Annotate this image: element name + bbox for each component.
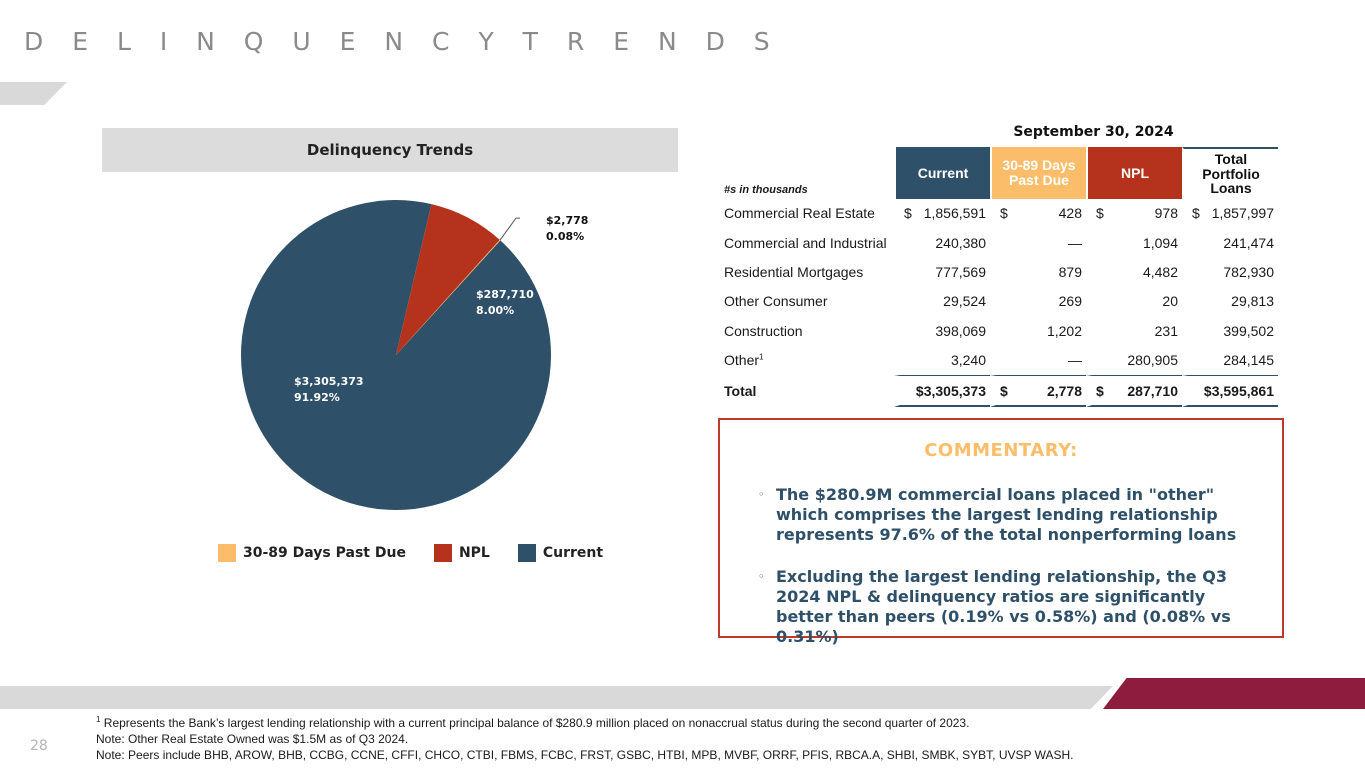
legend-label-npl: NPL: [458, 545, 490, 561]
col-header-total: Total Portfolio Loans: [1182, 147, 1278, 199]
footer-band: [0, 686, 1113, 709]
row-label-cell: [720, 346, 894, 375]
dollar-sign: $: [904, 205, 912, 222]
footnote-marker: 1: [759, 352, 764, 362]
cell-total: $3,595,861: [1203, 382, 1274, 399]
commentary-item: [758, 485, 1252, 545]
cell-past-due: 1,202: [1046, 322, 1082, 339]
table-row: [720, 317, 1278, 346]
bullet-icon: ◦: [758, 570, 765, 583]
cell-total: 399,502: [1223, 322, 1274, 339]
legend-item-current: [518, 544, 603, 562]
table-row: [720, 258, 1278, 287]
cell-past-due: 879: [1058, 263, 1082, 280]
table-header-row: [720, 147, 1278, 199]
legend-swatch-past-due: [218, 544, 236, 562]
cell-past-due: 2,778: [1046, 382, 1082, 399]
legend-label-current: Current: [542, 545, 604, 561]
dollar-sign: $: [1096, 205, 1104, 222]
dollar-sign: $: [1000, 205, 1008, 222]
dollar-sign: $: [1192, 205, 1200, 222]
row-label: Construction: [720, 317, 894, 346]
slide-title: D E L I N Q U E N C Y T R E N D S: [24, 27, 781, 56]
row-label: Total: [724, 383, 757, 400]
cell-current: 29,524: [943, 293, 986, 310]
footnote-marker: 1: [96, 715, 101, 724]
cell-npl: 287,710: [1127, 382, 1178, 399]
cell-past-due: —: [1068, 234, 1082, 251]
table-row: [720, 346, 1278, 375]
table-date: September 30, 2024: [1013, 124, 1174, 140]
col-header-current: Current: [894, 147, 990, 199]
delinquency-table: [720, 147, 1278, 407]
cell-npl: 20: [1162, 293, 1178, 310]
dollar-sign: $: [1000, 382, 1008, 399]
cell-npl: 4,482: [1142, 263, 1178, 280]
commentary-item: [758, 567, 1252, 647]
cell-total: 1,857,997: [1211, 205, 1274, 222]
cell-npl: 1,094: [1142, 234, 1178, 251]
data-label-current-value: $3,305,373: [294, 375, 364, 388]
cell-npl: 978: [1154, 205, 1178, 222]
chart-legend: [218, 544, 631, 562]
pie-chart: [220, 180, 620, 525]
cell-current: 3,240: [950, 352, 986, 369]
cell-past-due: —: [1068, 352, 1082, 369]
data-label-current-percent: 91.92%: [294, 391, 340, 404]
cell-current: $3,305,373: [915, 382, 986, 399]
cell-past-due: 269: [1058, 293, 1082, 310]
row-label: Residential Mortgages: [720, 258, 894, 287]
cell-npl: 231: [1154, 322, 1178, 339]
footnote-3: Note: Peers include BHB, AROW, BHB, CCBG, CCNE, CFFI, CHCO, CTBI, FBMS, FCBC, FRST, GSBC, HTBI, MPB, MVBF, ORRF, PFIS, RBCA.A, SHBI, SMBK, SYBT, UVSP WASH.: [96, 748, 1074, 762]
col-header-past-due: 30-89 Days Past Due: [990, 147, 1086, 199]
cell-total: 782,930: [1223, 263, 1274, 280]
units-note: #s in thousands: [724, 184, 808, 197]
row-label: Commercial Real Estate: [720, 199, 894, 228]
table-row: [720, 287, 1278, 316]
legend-item-past-due: [218, 544, 406, 562]
legend-swatch-npl: [434, 544, 452, 562]
cell-past-due: 428: [1058, 205, 1082, 222]
row-label: Other Consumer: [720, 287, 894, 316]
page-number: 28: [30, 738, 48, 754]
cell-current: 1,856,591: [923, 205, 986, 222]
footnote-1-text: Represents the Bank’s largest lending relationship with a current principal balance of $280.9 million placed on nonaccrual status during the second quarter of 2023.: [103, 716, 970, 730]
leader-line-past-due: [500, 218, 520, 240]
data-label-past-due-percent: 0.08%: [546, 230, 585, 243]
footnote-1: [96, 712, 1074, 731]
data-label-npl-value: $287,710: [476, 288, 534, 301]
commentary-list: [758, 485, 1252, 647]
cell-current: 240,380: [935, 234, 986, 251]
chart-title: Delinquency Trends: [102, 128, 678, 172]
footnote-2: Note: Other Real Estate Owned was $1.5M as of Q3 2024.: [96, 732, 409, 746]
commentary-box: [718, 418, 1284, 646]
row-label: Commercial and Industrial: [720, 228, 894, 257]
data-label-past-due-value: $2,778: [546, 214, 589, 227]
cell-total: 29,813: [1231, 293, 1274, 310]
col-header-npl: NPL: [1086, 147, 1182, 199]
bullet-icon: ◦: [758, 488, 765, 501]
legend-item-npl: [434, 544, 490, 562]
legend-swatch-current: [518, 544, 536, 562]
data-label-npl-percent: 8.00%: [476, 304, 515, 317]
footnotes: [96, 712, 1074, 763]
footer-accent: [1103, 678, 1365, 709]
commentary-title: COMMENTARY:: [924, 440, 1078, 461]
cell-current: 777,569: [935, 263, 986, 280]
cell-total: 241,474: [1223, 234, 1274, 251]
commentary-text: Excluding the largest lending relationship, the Q3 2024 NPL & delinquency ratios are significantly better than peers (0.19% vs 0.58%) and (0.08% vs 0.31%): [776, 567, 1231, 646]
table-total-row: [720, 375, 1278, 406]
cell-total: 284,145: [1223, 352, 1274, 369]
table-row: [720, 228, 1278, 257]
table-row: [720, 199, 1278, 228]
commentary-text: The $280.9M commercial loans placed in "other" which comprises the largest lending relationship represents 97.6% of the total nonperforming loans: [776, 485, 1237, 544]
title-accent-bar: [0, 82, 67, 105]
row-label: Other: [724, 352, 760, 369]
cell-current: 398,069: [935, 322, 986, 339]
dollar-sign: $: [1096, 382, 1104, 399]
legend-label-past-due: 30-89 Days Past Due: [243, 545, 406, 561]
cell-npl: 280,905: [1127, 352, 1178, 369]
